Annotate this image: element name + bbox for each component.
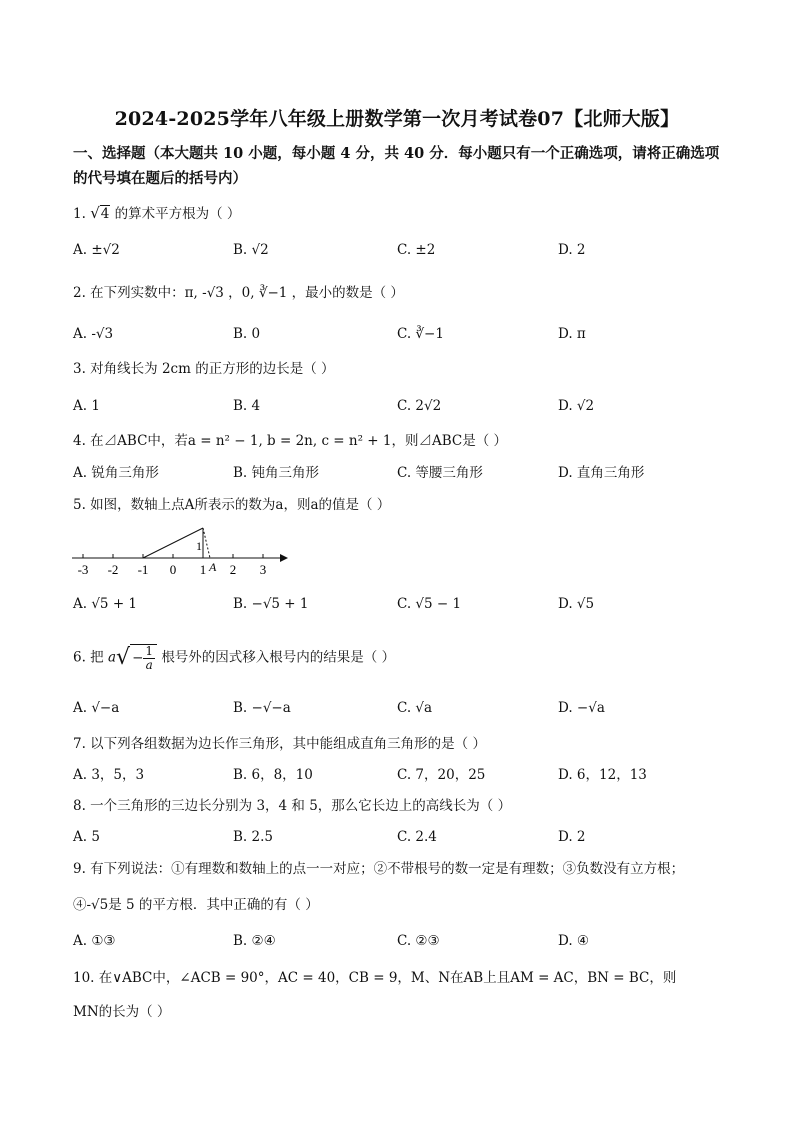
question-6	[73, 644, 395, 672]
question-8: 8. 一个三角形的三边长分别为 3，4 和 5，那么它长边上的高线长为（ ）	[73, 798, 512, 814]
q1-option-b[interactable]: B. √2	[233, 242, 269, 258]
q2-option-c[interactable]: C. ∛−1	[397, 326, 444, 342]
q3-option-b[interactable]: B. 4	[233, 398, 261, 414]
q2-option-d[interactable]: D. π	[558, 326, 586, 342]
question-10-line-2: MN的长为（ ）	[73, 1004, 171, 1020]
q7-option-d[interactable]: D. 6，12，13	[558, 767, 647, 783]
q8-option-a[interactable]: A. 5	[73, 829, 100, 845]
q4-option-a[interactable]: A. 锐角三角形	[73, 465, 159, 481]
q8-option-b[interactable]: B. 2.5	[233, 829, 273, 845]
q9-option-d[interactable]: D. ④	[558, 933, 590, 949]
question-1-number: 1.	[73, 206, 86, 222]
q6-option-a[interactable]: A. √−a	[73, 700, 120, 716]
section-heading: 一、选择题（本大题共 10 小题，每小题 4 分，共 40 分．每小题只有一个正确选项，请将正确选项的代号填在题后的括号内）	[73, 145, 720, 187]
arc-line	[203, 528, 210, 558]
q4-option-d[interactable]: D. 直角三角形	[558, 465, 645, 481]
tick-label: -2	[107, 562, 119, 577]
q2-option-b[interactable]: B. 0	[233, 326, 261, 342]
tick-label: -1	[137, 562, 149, 577]
question-1-text: 的算术平方根为（ ）	[114, 206, 241, 222]
question-9-line-2: ④-√5是 5 的平方根．其中正确的有（ ）	[73, 897, 319, 913]
question-10-line-1: 10. 在∨ABC中，∠ACB = 90°，AC = 40，CB = 9，M、N在AB上且AM = AC，BN = BC，则	[73, 970, 677, 986]
q6-fraction: $\frac{1}{a}$	[145, 644, 154, 672]
q5-option-b[interactable]: B. −√5 + 1	[233, 596, 309, 612]
axis-arrow-icon	[280, 554, 288, 562]
q4-option-b[interactable]: B. 钝角三角形	[233, 465, 320, 481]
q1-option-c[interactable]: C. ±2	[397, 242, 436, 258]
page-title: 2024-2025学年八年级上册数学第一次月考试卷07【北师大版】	[114, 108, 680, 130]
q9-option-c[interactable]: C. ②③	[397, 933, 440, 949]
point-a-label: A	[209, 560, 217, 574]
q5-option-a[interactable]: A. √5 + 1	[73, 596, 138, 612]
q9-option-a[interactable]: A. ①③	[73, 933, 116, 949]
q1-option-d[interactable]: D. 2	[558, 242, 586, 258]
height-label: 1	[196, 539, 202, 553]
q5-option-c[interactable]: C. √5 − 1	[397, 596, 462, 612]
question-2: 2. 在下列实数中：π, -√3 ，0, ∛−1 ，最小的数是（ ）	[73, 285, 404, 301]
q7-option-b[interactable]: B. 6，8，10	[233, 767, 313, 783]
number-line-figure	[70, 520, 290, 580]
q6-option-d[interactable]: D. −√a	[558, 700, 605, 716]
q3-option-c[interactable]: C. 2√2	[397, 398, 442, 414]
question-6-text: 根号外的因式移入根号内的结果是（ ）	[161, 649, 396, 666]
q9-option-b[interactable]: B. ②④	[233, 933, 276, 949]
tick-label: -3	[77, 562, 89, 577]
hypotenuse-line	[143, 528, 203, 558]
q2-option-a[interactable]: A. -√3	[73, 326, 114, 342]
tick-label: 2	[229, 562, 237, 577]
q6-option-b[interactable]: B. −√−a	[233, 700, 291, 716]
sqrt-4: √4	[90, 204, 110, 222]
q4-option-c[interactable]: C. 等腰三角形	[397, 465, 483, 481]
question-1	[73, 203, 240, 224]
question-9-line-1: 9. 有下列说法：①有理数和数轴上的点一一对应；②不带根号的数一定是有理数；③负数没有立方根；	[73, 861, 685, 877]
tick-label: 3	[259, 562, 267, 577]
q1-option-a[interactable]: A. ±√2	[73, 242, 120, 258]
q6-radicand: − $\frac{1}{a}$	[130, 644, 157, 672]
q6-coefficient: a	[107, 649, 117, 666]
q3-option-a[interactable]: A. 1	[73, 398, 100, 414]
q8-option-c[interactable]: C. 2.4	[397, 829, 437, 845]
question-3: 3. 对角线长为 2cm 的正方形的边长是（ ）	[73, 361, 335, 377]
tick-label: 1	[199, 562, 207, 577]
question-4: 4. 在⊿ABC中，若a = n² − 1, b = 2n, c = n² + 1，则⊿ABC是（ ）	[73, 433, 508, 449]
q7-option-c[interactable]: C. 7，20，25	[397, 767, 486, 783]
tick-label: 0	[169, 562, 177, 577]
q8-option-d[interactable]: D. 2	[558, 829, 586, 845]
q5-option-d[interactable]: D. √5	[558, 596, 595, 612]
q6-radical-icon: √	[116, 645, 131, 670]
q7-option-a[interactable]: A. 3，5，3	[73, 767, 145, 783]
question-5: 5. 如图，数轴上点A所表示的数为a，则a的值是（ ）	[73, 497, 391, 513]
q6-option-c[interactable]: C. √a	[397, 700, 433, 716]
question-6-number: 6. 把	[73, 649, 104, 666]
q3-option-d[interactable]: D. √2	[558, 398, 595, 414]
question-7: 7. 以下列各组数据为边长作三角形，其中能组成直角三角形的是（ ）	[73, 736, 486, 752]
